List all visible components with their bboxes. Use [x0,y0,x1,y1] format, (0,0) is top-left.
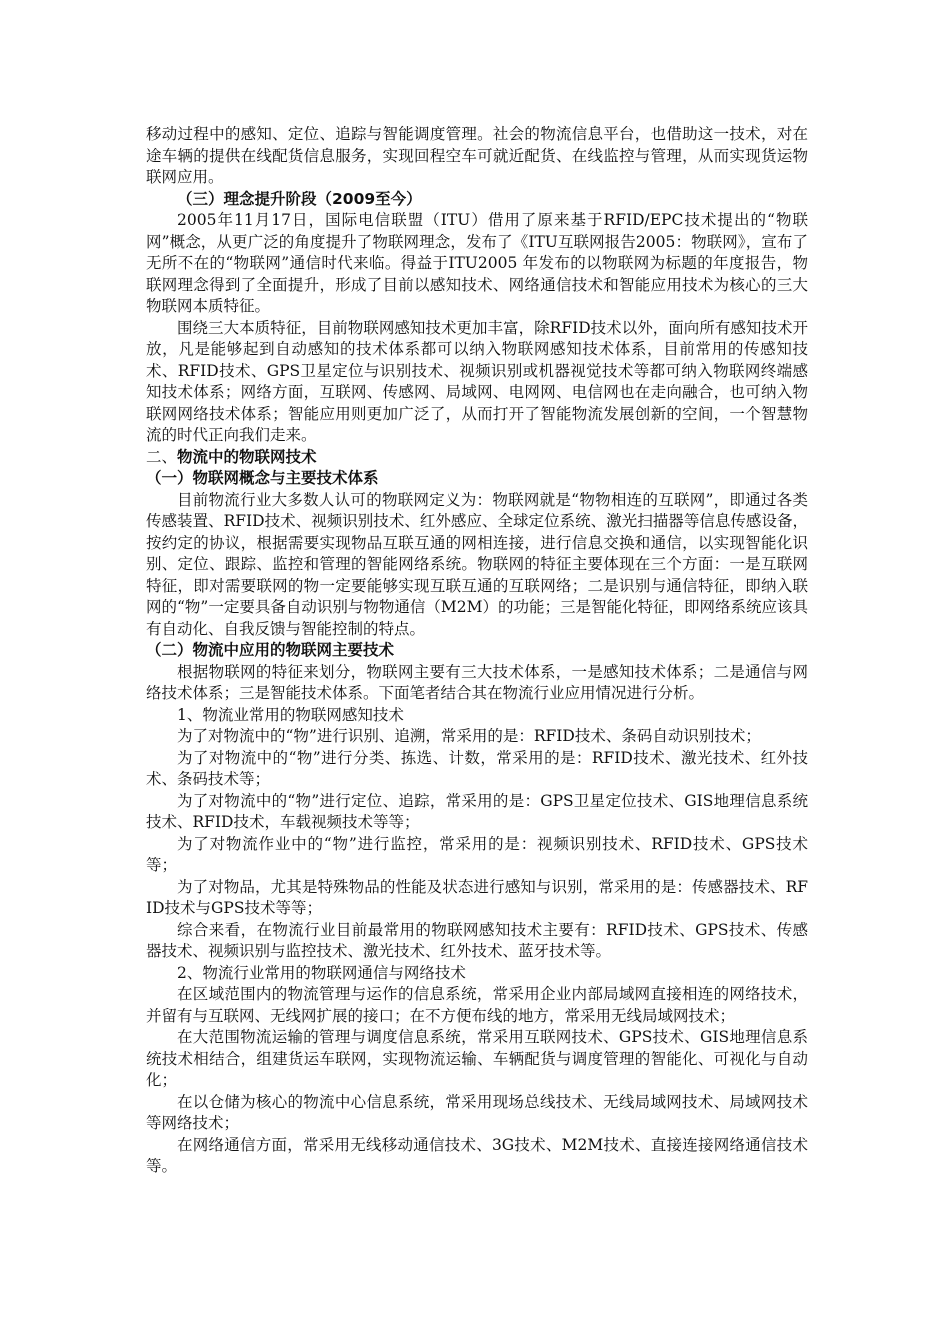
subheading-sensing-tech: 1、物流业常用的物联网感知技术 [177,705,404,724]
chapter-heading-iot-in-logistics [146,447,808,469]
paragraph-monitor: 为了对物流作业中的“物”进行监控，常采用的是：视频识别技术、RFID技术、GPS技术等； [146,834,808,874]
paragraph-identify-trace: 为了对物流中的“物”进行识别、追溯，常采用的是：RFID技术、条码自动识别技术； [177,727,761,745]
paragraph-iot-definition: 目前物流行业大多数人认可的物联网定义为：物联网就是“物物相连的互联网”，即通过各类传感装置、RFID技术、视频识别技术、红外感应、全球定位系统、激光扫描器等信息传感设备，按约定的协议，根据需要实现物品互联互通的网相连接，进行信息交换和通信，以实现智能化识别、定位、跟踪、监控和管理的智能网络系统。物联网的特征主要体现在三个方面：一是互联网特征，即对需要联网的物一定要能够实现互联互通的互联网络；二是识别与通信特征，即纳入联网的“物”一定要具备自动识别与物物通信（M2M）的功能；三是智能化特征，即网络系统应该具有自动化、自我反馈与智能控制的特点。 [146,490,808,638]
paragraph-itu-2005: 2005年11月17日，国际电信联盟（ITU）借用了原来基于RFID/EPC技术提出的“物联网”概念，从更广泛的角度提升了物联网理念，发布了《ITU互联网报告2005：物联网》，宣布了无所不在的“物联网”通信时代来临。得益于ITU2005 年发布的以物联网为标题的年度报告，物联网理念得到了全面提升，形成了目前以感知技术、网络通信技术和智能应用技术为核心的三大物联网本质特征。 [146,211,808,315]
paragraph-sort-count: 为了对物流中的“物”进行分类、拣选、计数，常采用的是：RFID技术、激光技术、红外技术、条码技术等； [146,748,808,788]
paragraph-locate-track: 为了对物流中的“物”进行定位、追踪，常采用的是：GPS卫星定位技术、GIS地理信息系统技术、RFID技术，车载视频技术等等； [146,791,808,831]
chapter-title: 物流中的物联网技术 [177,447,317,466]
paragraph-intro-continuation: 移动过程中的感知、定位、追踪与智能调度管理。社会的物流信息平台，也借助这一技术，对在途车辆的提供在线配货信息服务，实现回程空车可就近配货、在线监控与管理，从而实现货运物联网应用。 [146,125,808,186]
section-heading-stage-three: （三）理念提升阶段（2009至今） [177,189,422,208]
paragraph-wide-area-transport: 在大范围物流运输的管理与调度信息系统，常采用互联网技术、GPS技术、GIS地理信息系统技术相结合，组建货运车联网，实现物流运输、车辆配货与调度管理的智能化、可视化与自动化； [146,1028,808,1089]
section-heading-main-tech: （二）物流中应用的物联网主要技术 [146,641,395,659]
chapter-number: 二、 [146,447,178,466]
document-page [146,124,808,1178]
paragraph-three-characteristics: 围绕三大本质特征，目前物联网感知技术更加丰富，除RFID技术以外，面向所有感知技术开放，凡是能够起到自动感知的技术体系都可以纳入物联网感知技术体系，目前常用的传感知技术、RFID技术、GPS卫星定位与识别技术、视频识别或机器视觉技术等都可纳入物联网终端感知技术体系；网络方面，互联网、传感网、局域网、电网网、电信网也在走向融合，也可纳入物联网网络技术体系；智能应用则更加广泛了，从而打开了智能物流发展创新的空间，一个智慧物流的时代正向我们走来。 [146,318,808,444]
subheading-network-tech: 2、物流行业常用的物联网通信与网络技术 [177,963,466,982]
paragraph-sensing-summary: 综合来看，在物流行业目前最常用的物联网感知技术主要有：RFID技术、GPS技术、传感器技术、视频识别与监控技术、激光技术、红外技术、蓝牙技术等。 [146,920,808,960]
paragraph-special-goods: 为了对物品，尤其是特殊物品的性能及状态进行感知与识别，常采用的是：传感器技术、RFID技术与GPS技术等等； [146,877,808,917]
paragraph-three-systems: 根据物联网的特征来划分，物联网主要有三大技术体系，一是感知技术体系；二是通信与网络技术体系；三是智能技术体系。下面笔者结合其在物流行业应用情况进行分析。 [146,662,808,702]
section-heading-concept: （一）物联网概念与主要技术体系 [146,469,379,487]
paragraph-network-communication: 在网络通信方面，常采用无线移动通信技术、3G技术、M2M技术、直接连接网络通信技术等。 [146,1135,808,1175]
paragraph-regional-network: 在区域范围内的物流管理与运作的信息系统，常采用企业内部局域网直接相连的网络技术，并留有与互联网、无线网扩展的接口；在不方便布线的地方，常采用无线局域网技术； [146,985,808,1025]
paragraph-warehouse-network: 在以仓储为核心的物流中心信息系统，常采用现场总线技术、无线局域网技术、局域网技术等网络技术； [146,1092,808,1132]
